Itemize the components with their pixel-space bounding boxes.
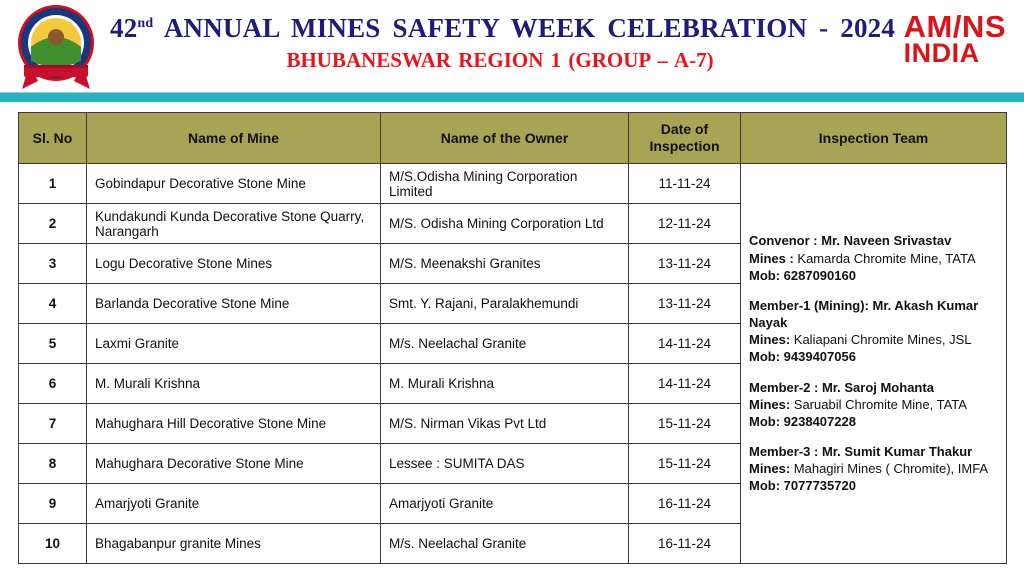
cell-mine-name: Laxmi Granite	[87, 324, 381, 364]
team-line: Mines: Mahagiri Mines ( Chromite), IMFA	[749, 461, 989, 477]
cell-inspection-date: 14-11-24	[629, 324, 741, 364]
cell-inspection-date: 13-11-24	[629, 244, 741, 284]
cell-owner-name: M/S. Odisha Mining Corporation Ltd	[381, 204, 629, 244]
team-line: Mines : Kamarda Chromite Mine, TATA	[749, 250, 976, 266]
cell-mine-name: Amarjyoti Granite	[87, 484, 381, 524]
inspection-team-cell	[741, 164, 1007, 564]
cell-owner-name: Amarjyoti Granite	[381, 484, 629, 524]
team-line: Mines: Kaliapani Chromite Mines, JSL	[749, 332, 972, 348]
col-header-name-of-mine: Name of Mine	[87, 113, 381, 164]
cell-inspection-date: 13-11-24	[629, 284, 741, 324]
cell-mine-name: Gobindapur Decorative Stone Mine	[87, 164, 381, 204]
cell-mine-name: Bhagabanpur granite Mines	[87, 524, 381, 564]
team-member2-block	[749, 379, 998, 430]
team-line: Mines: Saruabil Chromite Mine, TATA	[749, 396, 967, 412]
amns-logo-line2: INDIA	[903, 38, 980, 69]
cell-inspection-date: 11-11-24	[629, 164, 741, 204]
cell-mine-name: Mahughara Decorative Stone Mine	[87, 444, 381, 484]
cell-mine-name: Kundakundi Kunda Decorative Stone Quarry, Narangarh	[87, 204, 381, 244]
amns-india-logo	[903, 9, 1006, 69]
col-header-inspection-team: Inspection Team	[741, 113, 1007, 164]
cell-inspection-date: 16-11-24	[629, 484, 741, 524]
cell-inspection-date: 16-11-24	[629, 524, 741, 564]
cell-owner-name: M/S. Nirman Vikas Pvt Ltd	[381, 404, 629, 444]
cell-owner-name: M/s. Neelachal Granite	[381, 324, 629, 364]
title-number: 42	[110, 13, 138, 43]
cell-inspection-date: 12-11-24	[629, 204, 741, 244]
table-header-row	[19, 113, 1007, 164]
cell-sl-no: 10	[19, 524, 87, 564]
cell-mine-name: M. Murali Krishna	[87, 364, 381, 404]
cell-mine-name: Barlanda Decorative Stone Mine	[87, 284, 381, 324]
table-row	[19, 164, 1007, 204]
mines-inspection-table	[18, 112, 1007, 564]
cell-inspection-date: 15-11-24	[629, 404, 741, 444]
cell-owner-name: M/S. Meenakshi Granites	[381, 244, 629, 284]
organization-emblem-logo	[16, 3, 96, 91]
cell-mine-name: Mahughara Hill Decorative Stone Mine	[87, 404, 381, 444]
col-header-sl-no: Sl. No	[19, 113, 87, 164]
col-header-date-of-inspection: Date of Inspection	[629, 113, 741, 164]
cell-sl-no: 2	[19, 204, 87, 244]
amns-logo-line1: AM/NS	[903, 9, 1006, 44]
cell-sl-no: 6	[19, 364, 87, 404]
title-block	[110, 13, 896, 73]
divider-bar	[0, 92, 1024, 102]
cell-owner-name: M/S.Odisha Mining Corporation Limited	[381, 164, 629, 204]
team-line: Convenor : Mr. Naveen Srivastav	[749, 233, 952, 249]
team-line: Member-1 (Mining): Mr. Akash Kumar Nayak	[749, 297, 979, 331]
cell-owner-name: M. Murali Krishna	[381, 364, 629, 404]
cell-sl-no: 3	[19, 244, 87, 284]
cell-mine-name: Logu Decorative Stone Mines	[87, 244, 381, 284]
cell-sl-no: 7	[19, 404, 87, 444]
cell-sl-no: 9	[19, 484, 87, 524]
cell-inspection-date: 14-11-24	[629, 364, 741, 404]
team-line: Mob: 9439407056	[749, 349, 856, 365]
cell-sl-no: 4	[19, 284, 87, 324]
cell-owner-name: M/s. Neelachal Granite	[381, 524, 629, 564]
team-member1-block	[749, 297, 998, 366]
col-header-name-of-owner: Name of the Owner	[381, 113, 629, 164]
team-line: Member-3 : Mr. Sumit Kumar Thakur	[749, 444, 973, 460]
cell-owner-name: Smt. Y. Rajani, Paralakhemundi	[381, 284, 629, 324]
cell-sl-no: 8	[19, 444, 87, 484]
cell-inspection-date: 15-11-24	[629, 444, 741, 484]
team-line: Mob: 7077735720	[749, 478, 856, 494]
title-text: ANNUAL MINES SAFETY WEEK CELEBRATION - 2024	[153, 13, 896, 43]
team-member3-block	[749, 443, 998, 494]
cell-sl-no: 5	[19, 324, 87, 364]
title-ordinal-suffix: nd	[137, 16, 154, 31]
team-convenor-block	[749, 232, 998, 283]
cell-sl-no: 1	[19, 164, 87, 204]
team-line: Mob: 6287090160	[749, 267, 856, 283]
slide-subtitle: BHUBANESWAR REGION 1 (GROUP – A-7)	[286, 47, 714, 72]
slide-title	[110, 13, 896, 44]
slide-header	[0, 0, 1024, 92]
cell-owner-name: Lessee : SUMITA DAS	[381, 444, 629, 484]
team-line: Mob: 9238407228	[749, 413, 856, 429]
team-line: Member-2 : Mr. Saroj Mohanta	[749, 379, 934, 395]
